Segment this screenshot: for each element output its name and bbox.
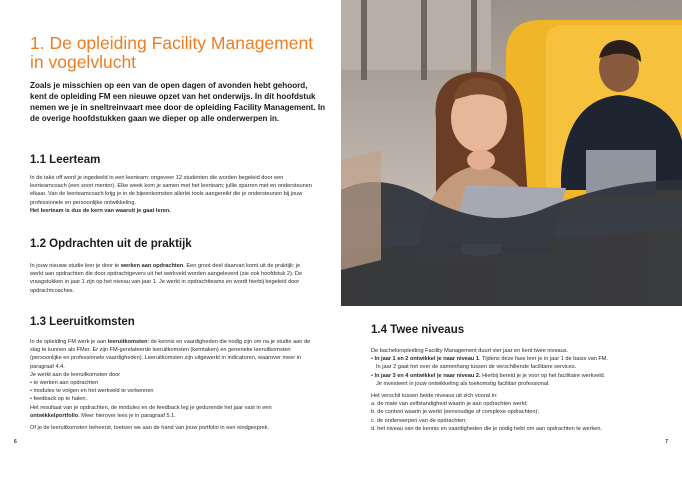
diff-item: c. de onderwerpen van de opdrachten; [371, 417, 467, 424]
chapter-title: 1. De opleiding Facility Management in vogelvlucht [30, 33, 314, 72]
level-1-text2: In jaar 2 gaat het over de samenhang tussen de verschillende facilitaire services. [376, 364, 577, 371]
bullet-item: • feedback op te halen. [30, 396, 87, 402]
paragraph-twee-niveaus [371, 347, 661, 433]
leerteam-bold: Het leerteam is dus de kern van waaruit je gaat leren. [30, 207, 171, 214]
leeruitkomsten-text-a: In de opleiding FM werk je aan [30, 339, 108, 345]
leeruitkomsten-line-intro: Je werkt aan de leeruitkomsten door [30, 371, 121, 378]
opdrachten-bold: werken aan opdrachten [120, 263, 184, 269]
level-2-bold: In jaar 3 en 4 ontwikkel je naar niveau 2. [374, 372, 481, 379]
portfolio-bold: ontwikkelportfolio [30, 412, 79, 419]
heading-leeruitkomsten: 1.3 Leeruitkomsten [30, 316, 135, 328]
heading-twee-niveaus: 1.4 Twee niveaus [371, 324, 465, 336]
diff-item: a. de mate van zelfstandigheid waarin je aan opdrachten werkt; [371, 401, 528, 408]
photo-illustration [341, 0, 682, 306]
paragraph-leerteam [30, 174, 312, 215]
right-page [341, 0, 682, 481]
leeruitkomsten-bold: leeruitkomsten [107, 339, 148, 345]
level-2-text2: Je investeert in jouw ontwikkeling als toekomstig facilitair professional. [376, 380, 550, 387]
opdrachten-text-a: In jouw nieuwe studie leer je door te [30, 263, 121, 269]
diff-item: b. de context waarin je werkt (eenvoudige of complexe opdrachten); [371, 409, 539, 416]
heading-opdrachten: 1.2 Opdrachten uit de praktijk [30, 238, 192, 250]
heading-leerteam: 1.1 Leerteam [30, 154, 101, 166]
bullet-item: • modules te volgen en het werkveld te verkennen [30, 388, 154, 394]
diff-intro: Het verschil tussen beide niveaus uit zich vooral in: [371, 393, 498, 400]
level-2-text: Hierbij bereid je je voor op het facilitaire werkveld. [480, 372, 606, 379]
level-item [371, 373, 605, 379]
leerteam-text: In de take off word je ingedeeld in een leerteam: ongeveer 12 studenten die worden begeleid door een leerteamcoach (een soort mentor). Elke week kom je samen met het leerteam; jullie sparren met en ondersteunen elkaar. Van de leerteamcoach krijg je in de bijeenkomsten allerlei tools aangereikt die je ondersteunen bij jouw professionele en persoonlijke ontwikkeling. [30, 175, 313, 206]
leeruitkomsten-text-c: Het resultaat van je opdrachten, de modules en de feedback leg je gedurende het jaar vast in een [30, 404, 272, 411]
niveaus-intro: De bacheloropleiding Facility Management duurt vier jaar en kent twee niveaus. [371, 348, 569, 354]
opdrachten-text-b: . Een groot deel daarvan komt uit de praktijk: je werkt aan opdrachten die door opdrachtgevers uit het werkveld worden aangeleverd (zie ook hoofdstuk 2). De vraagstukken in jaar 1 zijn op het niveau van jaar 1. Je werkt in opdrachtteams en wordt hierbij begeleid door opdrachtcoaches. [30, 263, 303, 294]
bullet-item: • te werken aan opdrachten [30, 380, 98, 386]
level-1-text: . Tijdens deze fase leer je in jaar 1 de basis van FM. [478, 356, 609, 363]
paragraph-leeruitkomsten [30, 338, 312, 432]
students-photo [341, 0, 682, 306]
leeruitkomsten-closing: Of je de leeruitkomsten beheerst, toetsen we aan de hand van jouw portfolio in een eindgesprek. [30, 425, 270, 432]
level-item [371, 356, 608, 362]
page-number-left: 6 [14, 439, 17, 445]
chapter-intro: Zoals je misschien op een van de open dagen of avonden hebt gehoord, kent de opleiding FM een nieuwe opzet van het onderwijs. In dit hoofdstuk nemen we je in sneltreinvaart mee door de opleiding Facility Management. In de overige hoofdstukken gaan we dieper op alle onderwerpen in. [30, 81, 326, 123]
level-1-bold: In jaar 1 en 2 ontwikkel je naar niveau 1 [374, 356, 479, 363]
paragraph-opdrachten [30, 262, 312, 295]
leeruitkomsten-text-d: . Meer hierover lees je in paragraaf 5.1. [78, 412, 176, 419]
diff-item: d. het niveau van de kennis en vaardigheden die je nodig hebt om aan opdrachten te werken. [371, 425, 603, 432]
leeruitkomsten-text-b: : de kennis en vaardigheden die nodig zijn om na je studie aan de slag te kunnen als FMer. Er zijn FM-gerelateerde leeruitkomsten (kerntaken) en generieke leeruitkomsten (persoonlijke en professionele vaardigheden). Leeruitkomsten zijn uitgewerkt in indicatoren, waarover meer in paragraaf 4.4. [30, 339, 311, 370]
page-number-right: 7 [665, 439, 668, 445]
